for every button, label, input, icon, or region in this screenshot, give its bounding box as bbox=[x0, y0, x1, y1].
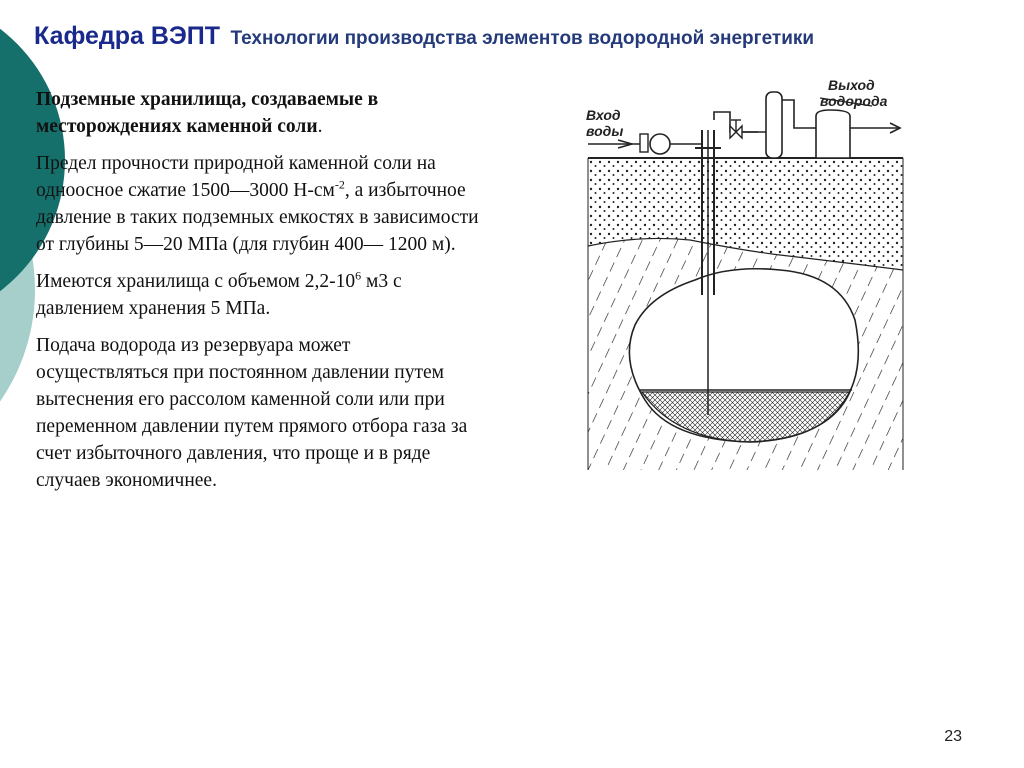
label-water-in-1: Вход bbox=[586, 107, 621, 123]
p2-text-end: м3 с давлением хранения 5 МПа. bbox=[36, 271, 402, 319]
slide-header bbox=[34, 22, 1014, 51]
paragraph-volume bbox=[36, 268, 486, 322]
label-h2-out-1: Выход bbox=[828, 77, 875, 93]
lead-end: . bbox=[317, 116, 323, 137]
paragraph-strength bbox=[36, 150, 486, 258]
subject-title: Технологии производства элементов водородной энергетики bbox=[230, 28, 815, 49]
department-title: Кафедра ВЭПТ bbox=[34, 22, 220, 50]
separator-column bbox=[766, 92, 782, 158]
page-number: 23 bbox=[944, 728, 962, 745]
lead-bold-text: Подземные хранилища, создаваемые в месторождениях каменной соли bbox=[36, 89, 379, 137]
pump-icon bbox=[650, 134, 670, 154]
p1-superscript: -2 bbox=[334, 177, 345, 192]
lead-paragraph bbox=[36, 86, 486, 140]
label-h2-out-2: водорода bbox=[820, 93, 888, 109]
p2-text: Имеются хранилища с объемом 2,2-10 bbox=[36, 271, 356, 292]
p1-text-end: , а избыточное давление в таких подземных емкостях в зависимости от глубины 5—20 МПа (для глубин 400— 1200 м). bbox=[36, 180, 479, 255]
paragraph-supply: Подача водорода из резервуара может осуществляться при постоянном давлении путем вытеснения его рассолом каменной соли или при переменном давлении путем прямого отбора газа за счет избыточного давления, что проще и в ряде случаев экономичнее. bbox=[36, 335, 468, 491]
label-water-in-2: воды bbox=[586, 123, 624, 139]
p2-superscript: 6 bbox=[355, 268, 362, 283]
text-content bbox=[36, 86, 486, 504]
storage-tank bbox=[816, 110, 850, 158]
salt-cavern-diagram bbox=[580, 70, 920, 480]
p1-text: Предел прочности природной каменной соли на одноосное сжатие 1500—3000 Н-см bbox=[36, 153, 436, 201]
